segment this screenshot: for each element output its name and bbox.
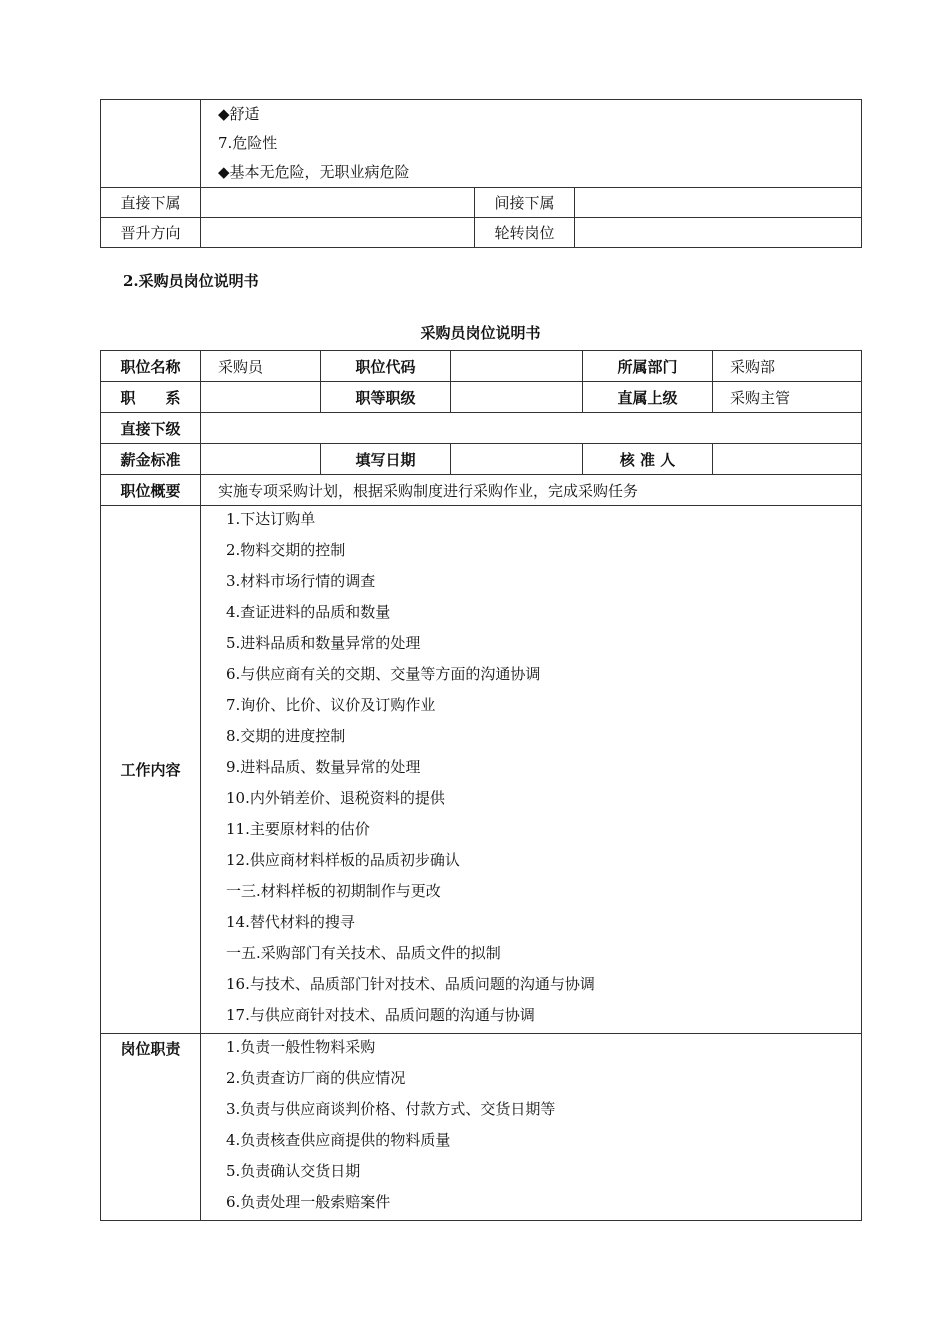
condition-line: 7.危险性 (218, 134, 278, 152)
summary-value: 实施专项采购计划，根据采购制度进行采购作业，完成采购任务 (201, 475, 862, 506)
list-item: 2.物料交期的控制 (226, 541, 346, 559)
supervisor-label: 直属上级 (583, 382, 713, 413)
table-title: 采购员岗位说明书 (420, 324, 541, 342)
indirect-sub-label: 间接下属 (475, 188, 575, 218)
list-item: 2.负责查访厂商的供应情况 (226, 1069, 406, 1087)
direct-subordinate-label: 直接下级 (101, 413, 201, 444)
empty-label-cell (101, 100, 201, 188)
section-title: 2.采购员岗位说明书 (123, 272, 259, 290)
work-content-label: 工作内容 (101, 506, 201, 1034)
job-family-label: 职 系 (101, 382, 201, 413)
position-name-label: 职位名称 (101, 351, 201, 382)
conditions-cell (201, 100, 862, 188)
position-code-value (451, 351, 583, 382)
list-item: 1.负责一般性物料采购 (226, 1038, 376, 1056)
promotion-label: 晋升方向 (101, 218, 201, 248)
job-family-value (201, 382, 321, 413)
promotion-value (201, 218, 475, 248)
approver-value (713, 444, 862, 475)
indirect-sub-value (575, 188, 862, 218)
direct-sub-label: 直接下属 (101, 188, 201, 218)
position-code-label: 职位代码 (321, 351, 451, 382)
list-item: 10.内外销差价、退税资料的提供 (226, 789, 445, 807)
list-item: 11.主要原材料的估价 (226, 820, 370, 838)
summary-label: 职位概要 (101, 475, 201, 506)
list-item: 4.负责核查供应商提供的物料质量 (226, 1131, 451, 1149)
list-item: 8.交期的进度控制 (226, 727, 346, 745)
list-item: 7.询价、比价、议价及订购作业 (226, 696, 436, 714)
list-item: 5.进料品质和数量异常的处理 (226, 634, 421, 652)
grade-value (451, 382, 583, 413)
direct-sub-value (201, 188, 475, 218)
condition-line: ◆舒适 (218, 105, 260, 123)
list-item: 17.与供应商针对技术、品质问题的沟通与协调 (226, 1006, 535, 1024)
fill-date-label: 填写日期 (321, 444, 451, 475)
list-item: 9.进料品质、数量异常的处理 (226, 758, 421, 776)
list-item: 一五.采购部门有关技术、品质文件的拟制 (226, 944, 501, 962)
list-item: 4.查证进料的品质和数量 (226, 603, 391, 621)
condition-line: ◆基本无危险，无职业病危险 (218, 163, 410, 181)
list-item: 5.负责确认交货日期 (226, 1162, 361, 1180)
work-content-list (201, 506, 862, 1034)
list-item: 3.负责与供应商谈判价格、付款方式、交货日期等 (226, 1100, 556, 1118)
supervisor-value: 采购主管 (713, 382, 862, 413)
job-description-table (100, 350, 862, 1221)
rotation-label: 轮转岗位 (475, 218, 575, 248)
position-name-value: 采购员 (201, 351, 321, 382)
list-item: 3.材料市场行情的调查 (226, 572, 376, 590)
continued-table (100, 99, 862, 248)
duties-list (201, 1034, 862, 1221)
list-item: 14.替代材料的搜寻 (226, 913, 355, 931)
fill-date-value (451, 444, 583, 475)
list-item: 12.供应商材料样板的品质初步确认 (226, 851, 460, 869)
rotation-value (575, 218, 862, 248)
approver-label: 核 准 人 (583, 444, 713, 475)
direct-subordinate-value (201, 413, 862, 444)
salary-label: 薪金标准 (101, 444, 201, 475)
list-item: 一三.材料样板的初期制作与更改 (226, 882, 441, 900)
salary-value (201, 444, 321, 475)
grade-label: 职等职级 (321, 382, 451, 413)
list-item: 6.与供应商有关的交期、交量等方面的沟通协调 (226, 665, 541, 683)
department-value: 采购部 (713, 351, 862, 382)
list-item: 6.负责处理一般索赔案件 (226, 1193, 391, 1211)
list-item: 1.下达订购单 (226, 510, 316, 528)
list-item: 16.与技术、品质部门针对技术、品质问题的沟通与协调 (226, 975, 595, 993)
department-label: 所属部门 (583, 351, 713, 382)
duties-label: 岗位职责 (101, 1034, 201, 1221)
